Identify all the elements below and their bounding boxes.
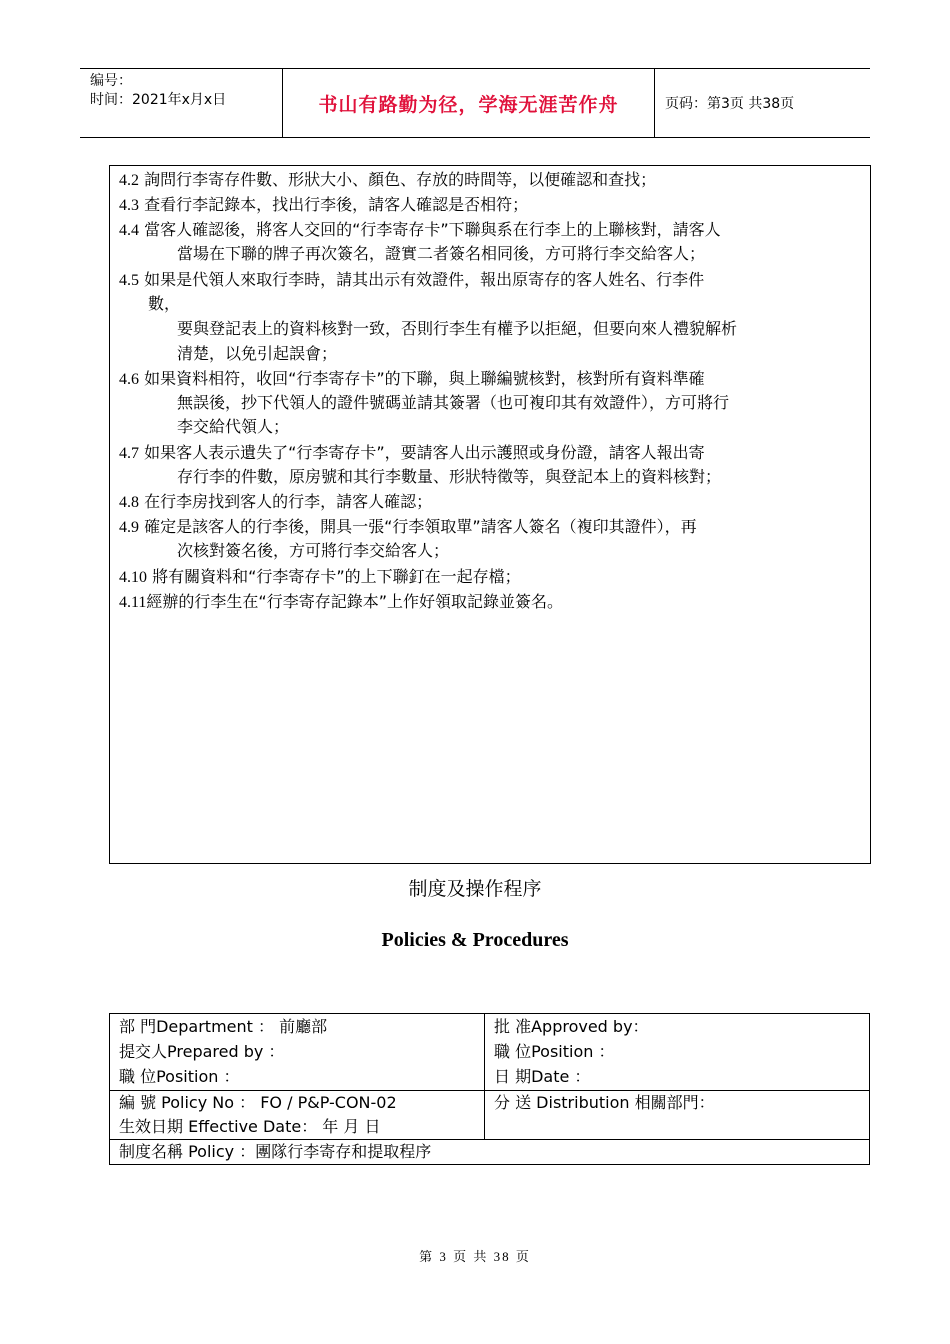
procedure-step-4-4: 4.4 當客人確認後，將客人交回的“行李寄存卡”下聯與系在行李上的上聯核對，請客人: [119, 220, 721, 239]
procedure-step-4-6-continued-2: 李交給代領人；: [177, 417, 290, 436]
date-field: 日 期Date ：: [494, 1067, 591, 1086]
department-field: 部 門Department ： 前廳部: [119, 1017, 328, 1036]
position-field-left: 職 位Position ：: [119, 1067, 240, 1086]
page-footer: 第 3 页 共 38 页: [419, 1249, 531, 1264]
procedure-step-4-5-continued-2: 要與登記表上的資料核對一致，否則行李生有權予以拒絕，但要向來人禮貌解析: [177, 319, 738, 338]
procedure-step-4-6: 4.6 如果資料相符，收回“行李寄存卡”的下聯，與上聯編號核對，核對所有資料準確: [119, 369, 705, 388]
procedure-step-4-8: 4.8 在行李房找到客人的行李，請客人確認；: [119, 492, 433, 511]
time-label: 时间：2021年x月x日: [90, 92, 227, 108]
number-label: 编号：: [90, 73, 132, 89]
effective-date-field: 生效日期 Effective Date： 年 月 日: [119, 1117, 381, 1136]
approved-by-field: 批 准Approved by：: [494, 1017, 649, 1036]
procedure-step-4-6-continued: 無誤後，抄下代領人的證件號碼並請其簽署（也可複印其有效證件），方可將行: [177, 393, 730, 412]
procedure-step-4-9: 4.9 確定是該客人的行李後，開具一張“行李領取單”請客人簽名（複印其證件），再: [119, 517, 697, 536]
page-header: [80, 68, 870, 138]
distribution-field: 分 送 Distribution 相關部門：: [494, 1093, 715, 1112]
policy-name-field: 制度名稱 Policy ：團隊行李寄存和提取程序: [119, 1142, 432, 1161]
procedure-step-4-2: 4.2 詢問行李寄存件數、形狀大小、顏色、存放的時間等，以便確認和查找；: [119, 170, 657, 189]
title-english: Policies & Procedures: [381, 929, 569, 951]
policy-info-table: [109, 1013, 870, 1165]
prepared-by-field: 提交人Prepared by ：: [119, 1042, 285, 1061]
page-info: 页码：第3页 共38页: [665, 96, 795, 112]
procedure-step-4-7-continued: 存行李的件數，原房號和其行李數量、形狀特徵等，與登記本上的資料核對；: [177, 467, 722, 486]
header-page-cell: [655, 69, 870, 137]
procedure-step-4-5-continued: 數，: [148, 294, 181, 313]
procedure-step-4-11: 4.11經辦的行李生在“行李寄存記錄本”上作好領取記錄並簽名。: [119, 592, 563, 611]
position-field-right: 職 位Position ：: [494, 1042, 615, 1061]
title-chinese: 制度及操作程序: [408, 878, 542, 900]
procedure-step-4-9-continued: 次核對簽名後，方可將行李交給客人；: [177, 541, 450, 560]
policy-number-field: 編 號 Policy No ： FO / P&P-CON-02: [119, 1093, 397, 1112]
motto-text: 书山有路勤为径，学海无涯苦作舟: [318, 93, 619, 116]
procedure-step-4-5: 4.5 如果是代領人來取行李時，請其出示有效證件，報出原寄存的客人姓名、行李件: [119, 270, 705, 289]
procedure-step-4-10: 4.10 將有關資料和“行李寄存卡”的上下聯釘在一起存檔；: [119, 567, 521, 586]
procedure-step-4-3: 4.3 查看行李記錄本，找出行李後，請客人確認是否相符；: [119, 195, 529, 214]
procedure-step-4-5-continued-3: 清楚，以免引起誤會；: [177, 344, 338, 363]
procedure-step-4-4-continued: 當場在下聯的牌子再次簽名，證實二者簽名相同後，方可將行李交給客人；: [177, 244, 706, 263]
procedure-step-4-7: 4.7 如果客人表示遺失了“行李寄存卡”，要請客人出示護照或身份證，請客人報出寄: [119, 443, 705, 462]
table-column-divider: [484, 1014, 485, 1139]
header-motto-cell: [283, 69, 655, 137]
procedure-content-box: [109, 165, 871, 864]
header-meta-cell: [80, 69, 283, 137]
